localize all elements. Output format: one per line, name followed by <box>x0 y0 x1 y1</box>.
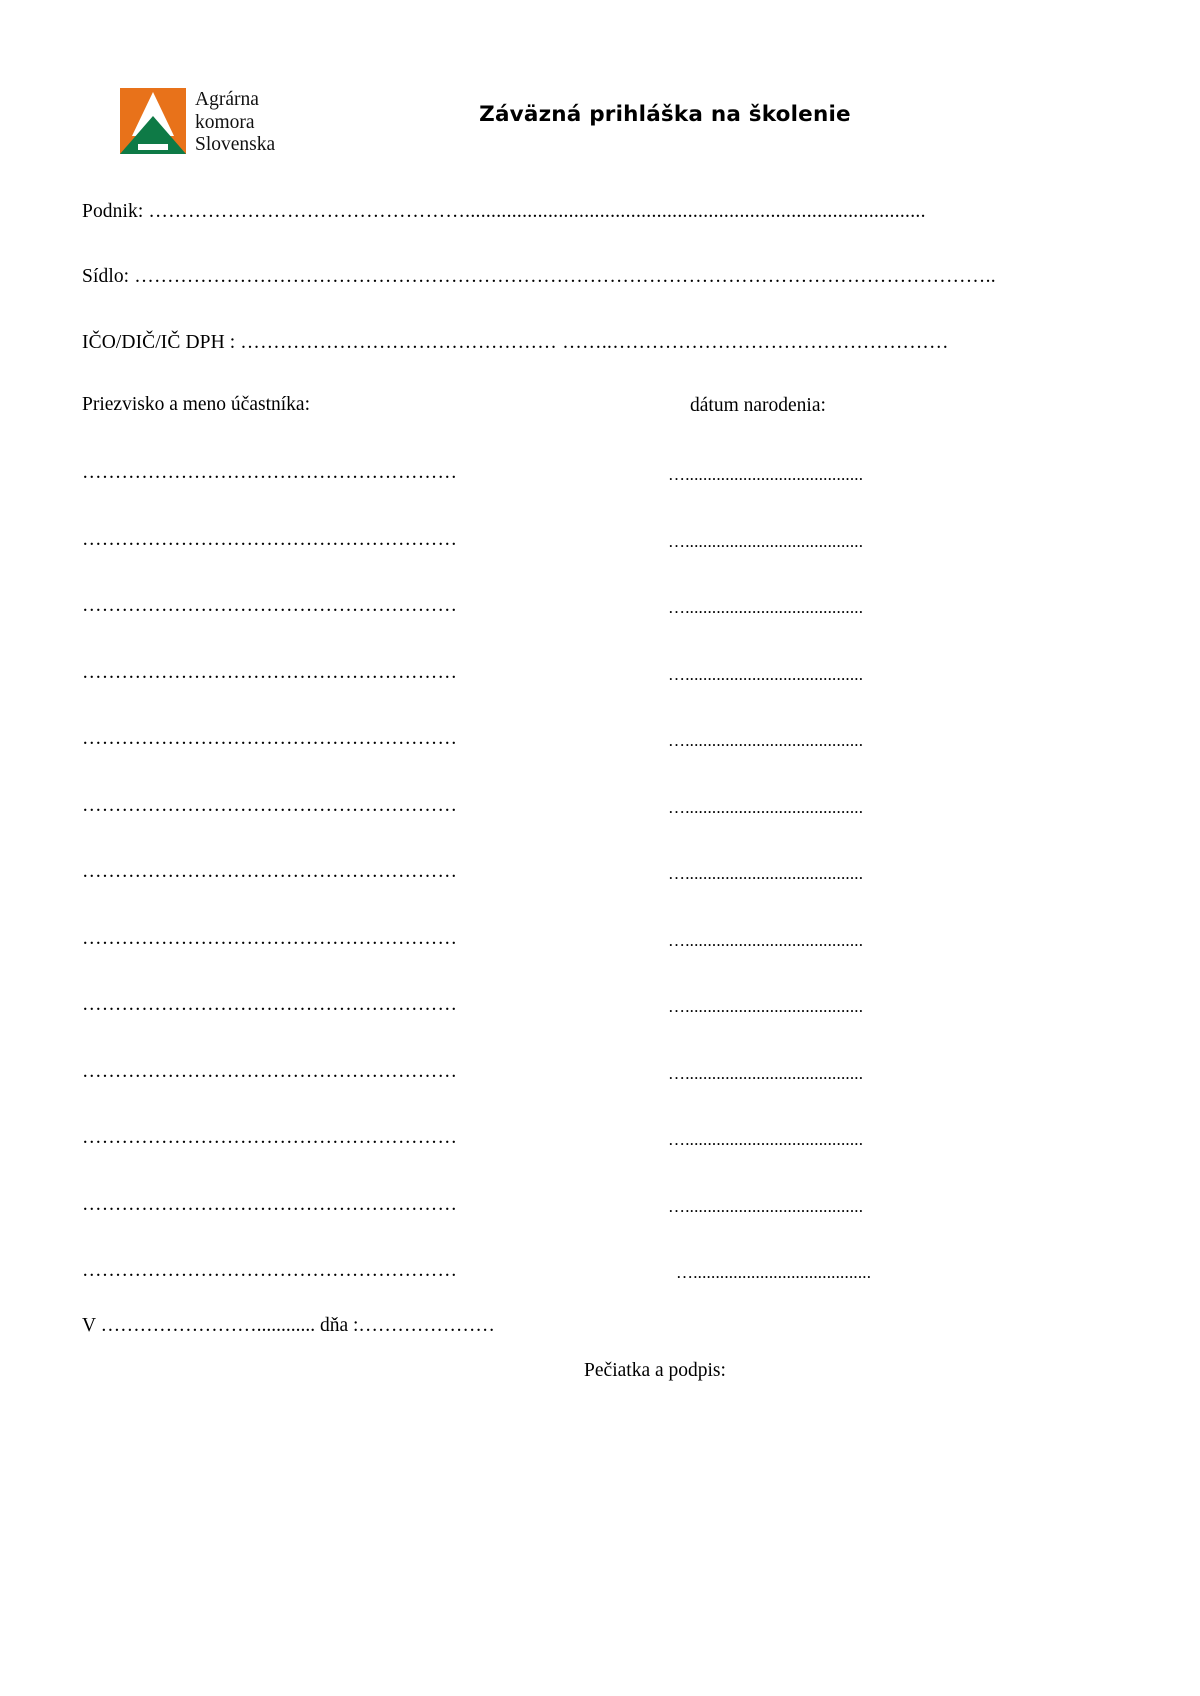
participant-name-input[interactable]: ………………………………………………… <box>82 728 458 749</box>
participant-name-input[interactable]: ………………………………………………… <box>82 462 458 483</box>
participant-row <box>0 462 1200 529</box>
participant-row <box>0 795 1200 862</box>
participant-birthdate-input[interactable]: …........................................ <box>668 664 864 684</box>
field-address <box>82 265 996 289</box>
participant-row <box>0 1194 1200 1261</box>
participant-birthdate-input[interactable]: …........................................ <box>668 465 864 484</box>
participant-row <box>0 861 1200 928</box>
participant-name-input[interactable]: ………………………………………………… <box>82 1060 458 1082</box>
field-company-label: Podnik: <box>82 201 144 222</box>
birthdate-label: dátum narodenia: <box>690 395 826 416</box>
participant-name-input[interactable]: ………………………………………………… <box>82 927 458 949</box>
participant-birthdate-input[interactable]: …........................................ <box>668 731 864 750</box>
participant-birthdate-input[interactable]: …........................................ <box>668 797 864 817</box>
participant-birthdate-input[interactable]: …........................................ <box>668 930 864 950</box>
field-address-label: Sídlo: <box>82 266 130 287</box>
participant-row <box>0 595 1200 662</box>
participant-name-input[interactable]: ………………………………………………… <box>82 794 458 816</box>
page-title: Záväzná prihláška na školenie <box>479 102 851 127</box>
participant-name-input[interactable]: ………………………………………………… <box>82 1260 458 1281</box>
field-ico-dic-dots[interactable]: ………………………………………… ……..…………………………………………… <box>240 332 949 353</box>
participant-row <box>0 994 1200 1061</box>
logo-line-1: Agrárna <box>195 89 259 110</box>
participant-name-input[interactable]: ………………………………………………… <box>82 861 458 882</box>
participant-birthdate-input[interactable]: …........................................ <box>676 1263 872 1282</box>
logo-line-3: Slovenska <box>195 134 276 155</box>
participant-name-input[interactable]: ………………………………………………… <box>82 528 458 550</box>
stamp-and-signature-label: Pečiatka a podpis: <box>584 1360 726 1381</box>
participant-name-input[interactable]: ………………………………………………… <box>82 661 458 683</box>
participant-birthdate-input[interactable]: …........................................ <box>668 1063 864 1083</box>
participant-name-input[interactable]: ………………………………………………… <box>82 994 458 1015</box>
participant-row <box>0 529 1200 596</box>
participant-row <box>0 1061 1200 1128</box>
participant-name-input[interactable]: ………………………………………………… <box>82 1193 458 1215</box>
participant-birthdate-input[interactable]: …........................................ <box>668 864 864 883</box>
logo-notch-icon <box>138 144 168 150</box>
participant-birthdate-input[interactable]: …........................................ <box>668 598 864 617</box>
place-and-date-line[interactable]: V ……………………............ dňa :………………… <box>82 1315 495 1336</box>
participant-rows <box>0 462 1200 1327</box>
field-ico-dic <box>82 331 949 355</box>
participant-row <box>0 928 1200 995</box>
participant-name-label: Priezvisko a meno účastníka: <box>82 394 310 415</box>
participant-row <box>0 728 1200 795</box>
participant-name-input[interactable]: ………………………………………………… <box>82 595 458 616</box>
field-address-dots[interactable]: ………………………………………………………………………………………………………………….. <box>134 266 996 287</box>
participant-row <box>0 1127 1200 1194</box>
logo-line-2: komora <box>195 111 255 133</box>
participant-birthdate-input[interactable]: …........................................ <box>668 997 864 1016</box>
participant-birthdate-input[interactable]: …........................................ <box>668 1130 864 1149</box>
field-ico-dic-label: IČO/DIČ/IČ DPH : <box>82 332 236 353</box>
participant-row <box>0 662 1200 729</box>
participant-name-input[interactable]: ………………………………………………… <box>82 1127 458 1148</box>
field-company <box>82 200 926 224</box>
field-company-dots[interactable]: …………………………………………......................................................................................... <box>148 201 926 222</box>
document-header <box>0 88 1200 168</box>
participant-birthdate-input[interactable]: …........................................ <box>668 531 864 551</box>
participant-birthdate-input[interactable]: …........................................ <box>668 1196 864 1216</box>
